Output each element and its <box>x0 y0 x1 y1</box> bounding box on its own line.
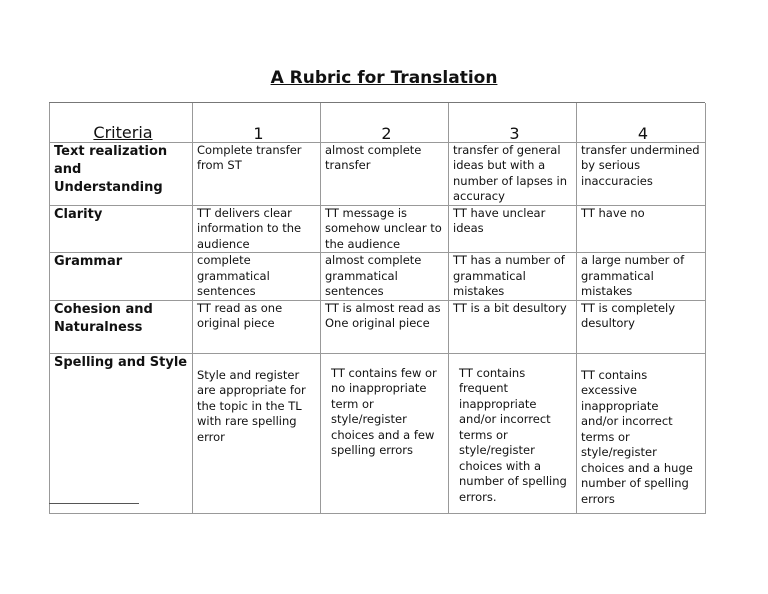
table-row <box>50 300 706 353</box>
table-row <box>50 253 706 301</box>
score-3-cell: TT contains frequent inappropriate and/or incorrect terms or style/register choices with a number of spelling errors. <box>449 353 577 513</box>
table-row <box>50 142 706 205</box>
rubric-table <box>49 103 706 514</box>
rubric-table-frame <box>49 102 705 506</box>
table-row <box>50 205 706 253</box>
table-row <box>50 353 706 513</box>
header-score-4: 4 <box>577 103 706 142</box>
score-1-cell: Style and register are appropriate for the topic in the TL with rare spelling error <box>193 353 321 513</box>
criterion-cell: Spelling and Style <box>50 353 193 513</box>
header-score-3: 3 <box>449 103 577 142</box>
document-title: A Rubric for Translation <box>270 68 498 88</box>
footnote-separator <box>49 503 139 504</box>
criterion-cell: Clarity <box>50 205 193 253</box>
score-2-cell: almost complete grammatical sentences <box>321 253 449 301</box>
score-4-cell: TT contains excessive inappropriate and/or incorrect terms or style/register choices and a huge number of spelling errors <box>577 353 706 513</box>
score-1-cell: Complete transfer from ST <box>193 142 321 205</box>
score-3-cell: TT has a number of grammatical mistakes <box>449 253 577 301</box>
score-3-cell: TT is a bit desultory <box>449 300 577 353</box>
criterion-cell: Text realization and Understanding <box>50 142 193 205</box>
score-2-cell: TT contains few or no inappropriate term or style/register choices and a few spelling errors <box>321 353 449 513</box>
score-1-cell: TT read as one original piece <box>193 300 321 353</box>
score-3-cell: TT have unclear ideas <box>449 205 577 253</box>
header-row <box>50 103 706 142</box>
score-4-cell: TT is completely desultory <box>577 300 706 353</box>
header-score-2: 2 <box>321 103 449 142</box>
score-1-cell: TT delivers clear information to the audience <box>193 205 321 253</box>
score-4-cell: TT have no <box>577 205 706 253</box>
score-3-cell: transfer of general ideas but with a number of lapses in accuracy <box>449 142 577 205</box>
score-2-cell: TT message is somehow unclear to the audience <box>321 205 449 253</box>
criterion-cell: Grammar <box>50 253 193 301</box>
score-2-cell: TT is almost read as One original piece <box>321 300 449 353</box>
criterion-cell: Cohesion and Naturalness <box>50 300 193 353</box>
score-4-cell: transfer undermined by serious inaccuracies <box>577 142 706 205</box>
score-2-cell: almost complete transfer <box>321 142 449 205</box>
score-4-cell: a large number of grammatical mistakes <box>577 253 706 301</box>
score-1-cell: complete grammatical sentences <box>193 253 321 301</box>
header-score-1: 1 <box>193 103 321 142</box>
header-criteria: Criteria <box>50 103 193 142</box>
